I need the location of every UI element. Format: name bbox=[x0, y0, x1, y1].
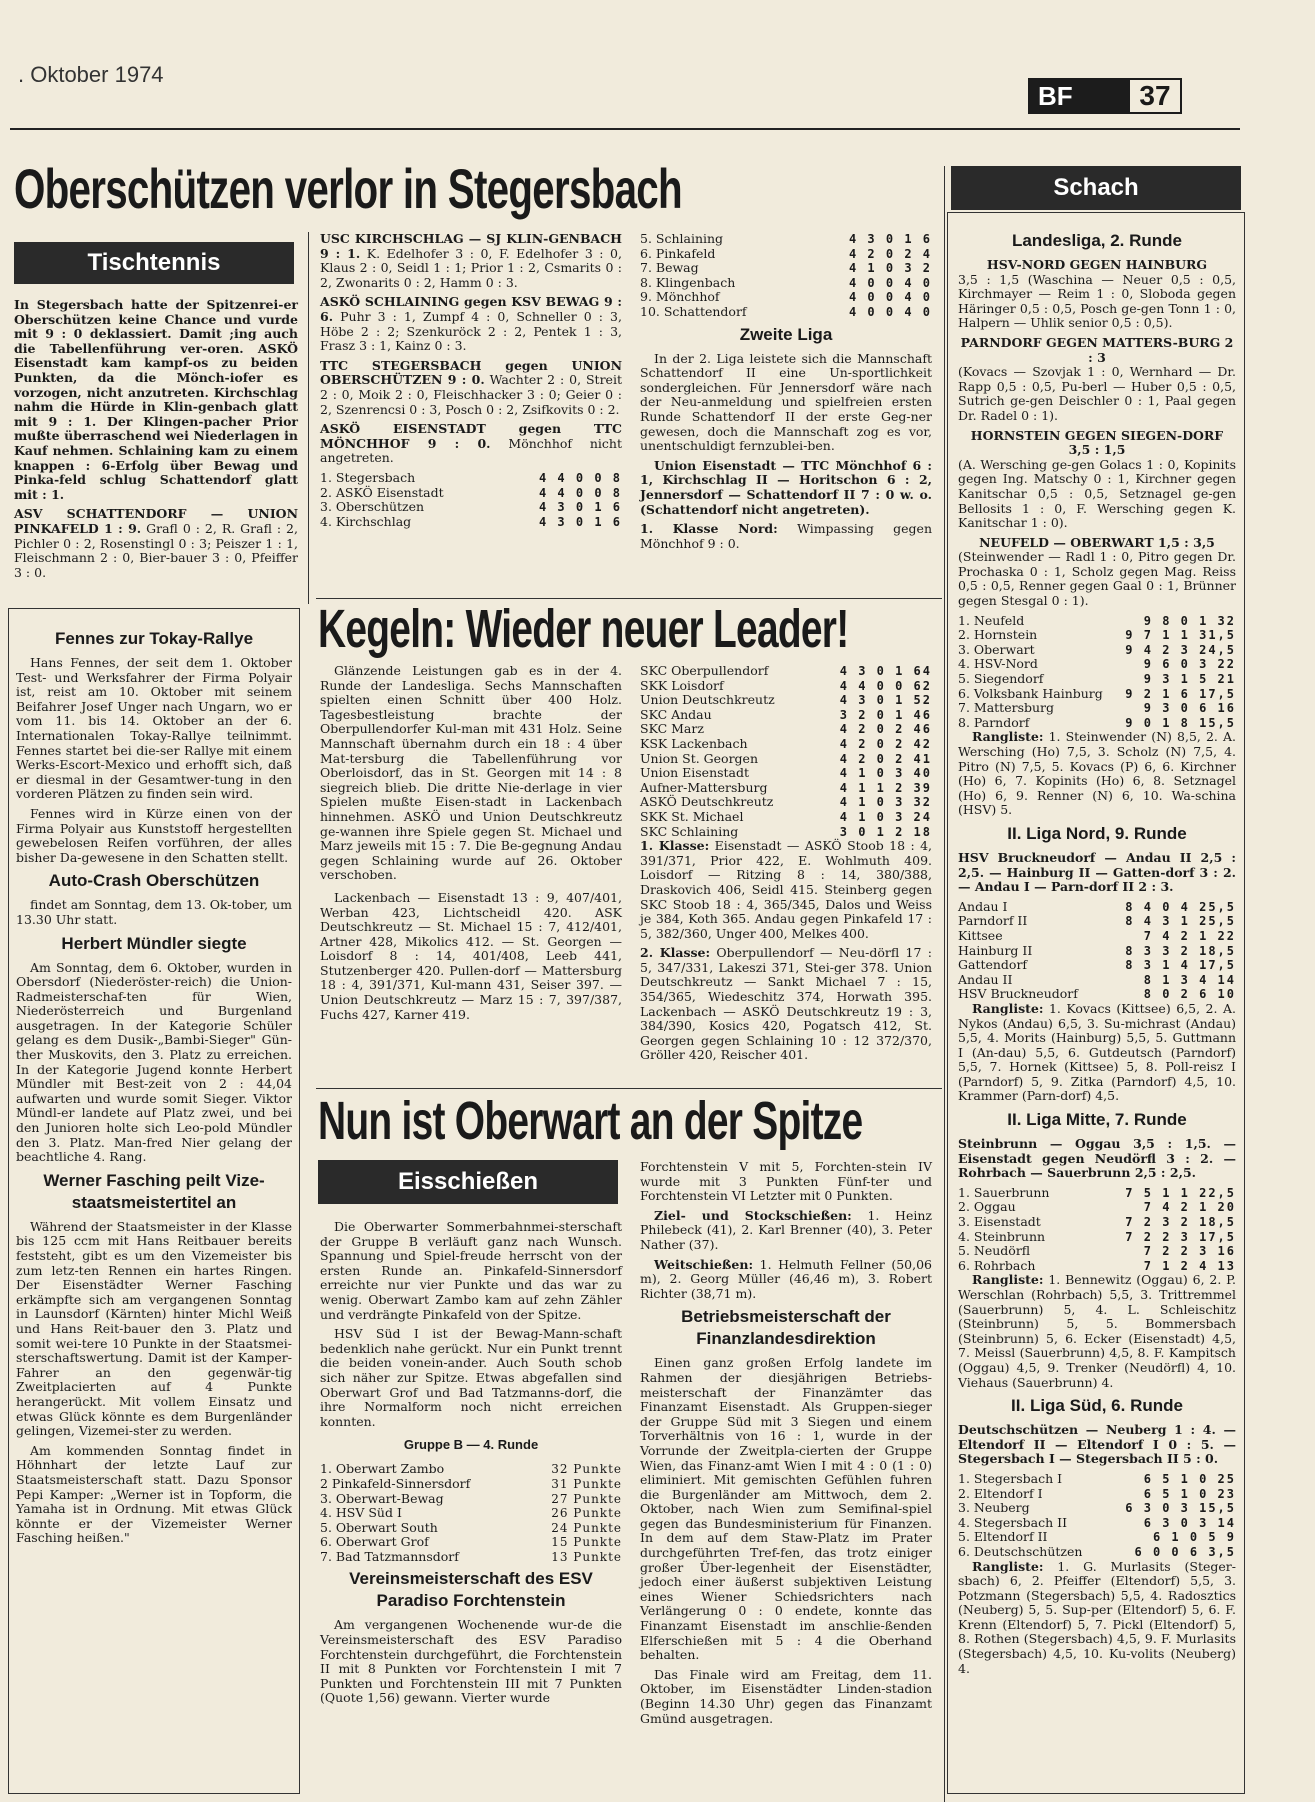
table-cell-value: 4 1 0 3 2 bbox=[848, 261, 932, 276]
schach-section-label: Schach bbox=[951, 166, 1241, 210]
table-cell-value: 9 6 0 3 22 bbox=[1143, 657, 1236, 672]
table-cell-value: 3 0 1 2 18 bbox=[839, 824, 932, 839]
table-cell-value: 6 5 1 0 25 bbox=[1143, 1471, 1236, 1486]
gruppe-b-standings bbox=[320, 1462, 622, 1564]
table-cell-team: 3. Neuberg bbox=[958, 1500, 1030, 1516]
schach-match-3-text: (A. Wersching ge-gen Golacs 1 : 0, Kopinits gegen Ing. Matschy 0 : 1, Kirchner gegen Kanitschar 0,5 : 0,5, Setznagel ge-gen Bellosits 1 : 0, F. Wersching gegen K. Kanitschar 1 : 0). bbox=[958, 456, 1236, 531]
main-headline: Oberschützen verlor in Stegersbach bbox=[14, 157, 682, 220]
kegeln-klasse2-head: 2. Klasse: bbox=[640, 945, 711, 961]
match-5-head: ASKÖ EISENSTADT gegen TTC MÖNCHHOF 9 : 0. bbox=[320, 421, 622, 451]
table-cell-team: 5. Oberwart South bbox=[320, 1519, 438, 1535]
table-cell-value: 4 0 0 4 0 bbox=[848, 290, 932, 305]
column-divider bbox=[944, 166, 945, 1802]
table-cell-value: 4 0 0 4 0 bbox=[848, 275, 932, 290]
table-row bbox=[958, 1230, 1236, 1245]
match-5-body: Mönchhof nicht angetreten. bbox=[320, 435, 622, 466]
fennes-title: Fennes zur Tokay-Rallye bbox=[54, 629, 254, 648]
betrieb-p2: Das Finale wird am Freitag, dem 11. Oktober, im Eisenstädter Linden-stadion (Beginn 14.30 Uhr) gegen das Finanzamt Gmünd ausgetragen. bbox=[640, 1666, 932, 1726]
table-row bbox=[640, 752, 932, 767]
table-cell-value: 6 1 0 5 9 bbox=[1152, 1530, 1236, 1545]
table-cell-team: SKK Loisdorf bbox=[640, 677, 724, 693]
table-row bbox=[958, 1501, 1236, 1516]
table-cell-team: 1. Stegersbach bbox=[320, 469, 416, 485]
klasse-nord-text: Wimpassing gegen Mönchhof 9 : 0. bbox=[640, 521, 933, 551]
table-cell-value: 4 4 0 0 8 bbox=[538, 470, 622, 485]
table-cell-team: 1. Sauerbrunn bbox=[958, 1184, 1050, 1200]
issue-date: . Oktober 1974 bbox=[18, 62, 164, 87]
table-cell-value: 6 3 0 3 15,5 bbox=[1125, 1501, 1236, 1516]
eis-continuation: Forchtenstein V mit 5, Forchten-stein IV wurde mit 3 Punkten Fünf-ter und Forchtenstein VI Letzter mit 0 Punkten. bbox=[640, 1159, 932, 1204]
table-row bbox=[958, 1200, 1236, 1215]
table-cell-value: 6 5 1 0 23 bbox=[1143, 1486, 1236, 1501]
liga-sued-results: Deutschschützen — Neuberg 1 : 4. — Eltendorf II — Eltendorf I 0 : 5. — Stegersbach I — Stegersbach II 5 : 0. bbox=[958, 1422, 1236, 1467]
liga-mitte-standings bbox=[958, 1186, 1236, 1274]
table-row bbox=[958, 628, 1236, 643]
table-cell-team: 3. Oberwart-Bewag bbox=[320, 1490, 444, 1506]
table-cell-team: SKC Andau bbox=[640, 706, 712, 722]
table-cell-value: 4 2 0 2 46 bbox=[839, 722, 932, 737]
page-number: 37 bbox=[1128, 78, 1182, 114]
table-cell-value: 7 5 1 1 22,5 bbox=[1125, 1185, 1236, 1200]
table-cell-team: 5. Schlaining bbox=[640, 231, 724, 246]
table-row bbox=[640, 664, 932, 679]
table-cell-team: Hainburg II bbox=[958, 942, 1033, 958]
table-cell-value: 4 1 0 3 40 bbox=[839, 766, 932, 781]
table-cell-team: 8. Parndorf bbox=[958, 714, 1030, 730]
table-cell-team: 10. Schattendorf bbox=[640, 303, 747, 319]
table-cell-value: 8 1 3 4 14 bbox=[1143, 972, 1236, 987]
table-row bbox=[320, 486, 622, 501]
eis-col1 bbox=[320, 1220, 622, 1711]
table-cell-value: 4 3 0 1 6 bbox=[538, 500, 622, 515]
table-cell-team: Andau I bbox=[958, 898, 1008, 914]
kegeln-klasse1-text: Eisenstadt — ASKÖ Stoob 18 : 4, 391/371, Prior 422, E. Wohlmuth 409. Loisdorf — Ritzing 8 : 14, 380/388, Draskovich 406, Seidl 415. Steinberg gegen SKC Stoob 18 : 4, 365/345, Dalos und Weiss je 384, Koth 365. Andau gegen Pinkafeld 17 : 5, 382/360, Unger 400, Melkes 400. bbox=[640, 838, 933, 941]
schach-match-4-text: (Steinwender — Radl 1 : 0, Pitro gegen Dr. Prochaska 0 : 1, Scholz gegen Mag. Reiss 0,5 : 0,5, Renner gegen Gaal 0 : 1, Brünner gegen Stesgal 0 : 1). bbox=[958, 549, 1236, 609]
table-cell-value: 4 2 0 2 41 bbox=[839, 751, 932, 766]
tischtennis-intro: In Stegersbach hatte der Spitzenrei-er Oberschützen keine Chance und vurde mit 9 : 0 deklassiert. Damit ;ing auch die Tabellenführung ver-oren. ASKÖ Eisenstadt kam kampf-os zu beiden Punkten, da die Mönch-iofer es vorzogen, nicht anzutreten. Kirchschlag nahm die Hürde in Klin-genbach glatt mit 9 : 1. Der Klingen-pacher Prior mußte überraschend wei Niederlagen in Kauf nehmen. Schlaining kam zu einem knappen : 6-Erfolg über Bewag und Pinka-feld schlug Schattendorf glatt mit : 1. bbox=[14, 297, 298, 502]
betrieb-p1: Einen ganz großen Erfolg landete im Rahmen der diesjährigen Betriebs-meisterschaft der Finanzämter das Finanzamt Eisenstadt. Als Gruppen-sieger der Gruppe Süd mit 3 Siegen und einem Torverhältnis von 16 : 1, wurde in der Vorrunde der Zweitpla-cierten der Gruppe Wien, das Finanz-amt Wien I mit 4 : 0 (1 : 0) eliminiert. Mit gemischten Gefühlen fuhren die Burgenländer am Mittwoch, dem 2. Oktober, nach Wien zum Semifinal-spiel gegen das Bundesministerium für Finanzen. In dem auf dem Staw-Platz im Prater durchgeführten Tref-fen, das trotz einiger großer Über-legenheit der Eisenstädter, jedoch einer äußerst subjektiven Leistung eines Wiener Schiedsrichters nach Verlängerung 0 : 0 endete, konnte das Finanzamt Eisenstadt im anschlie-ßenden Elferschießen mit 5 : 4 die Oberhand behalten. bbox=[640, 1355, 932, 1663]
table-row bbox=[640, 290, 932, 305]
schach-title: Landesliga, 2. Runde bbox=[1011, 231, 1183, 250]
fennes-p1: Hans Fennes, der seit dem 1. Oktober Test- und Werksfahrer der Firma Polyair ist, reist am 10. Oktober mit seinem Beifahrer Josef Unger nach Ungarn, wo er vom 11. bis 14. Oktober an der 6. Internationalen Tokay-Rallye teilnimmt. Fennes startet bei die-ser Rallye mit einem Werks-Escort-Mexico und erhofft sich, daß er diesmal in der Gesamtwer-tung in den vorderen Plätzen zu finden sein wird. bbox=[16, 655, 292, 802]
klasse-nord-head: 1. Klasse Nord: bbox=[640, 521, 778, 537]
table-row bbox=[958, 1186, 1236, 1201]
muendler-title: Herbert Mündler siegte bbox=[61, 933, 247, 953]
fasching-p1: Während der Staatsmeister in der Klasse bis 125 ccm mit Hans Reitbauer bereits feststeht, gibt es um den Vizemeister bis zum letz-ten Rennen ein hartes Ringen. Der Eisenstädter Werner Fasching erkämpfte sich am vergangenen Sonntag in Launsdorf (Kärnten) hinter Michl Weiß und Hans Reit-bauer den 3. Platz und somit wei-tere 10 Punkte in der Staatsmei-sterschaftswertung. Damit ist der Kamper-Fahrer an den gegenwär-tig Zweitplacierten auf 4 Punkte herangerückt. Mit vollem Einsatz und etwas Glück könnte es dem Burgenländer gelingen, Vizemei-ster zu werden. bbox=[16, 1218, 292, 1439]
table-row bbox=[958, 1472, 1236, 1487]
table-cell-team: 5. Siegendorf bbox=[958, 671, 1044, 687]
schach-match-2-head: PARNDORF GEGEN MATTERS-BURG 2 : 3 bbox=[960, 334, 1234, 365]
table-row bbox=[320, 1535, 622, 1550]
table-cell-value: 8 0 2 6 10 bbox=[1143, 987, 1236, 1002]
table-cell-team: KSK Lackenbach bbox=[640, 735, 748, 751]
table-cell-team: 4. HSV-Nord bbox=[958, 656, 1038, 672]
table-row bbox=[320, 1506, 622, 1521]
kegeln-klasse1-head: 1. Klasse: bbox=[640, 838, 710, 854]
table-row bbox=[958, 973, 1236, 988]
table-cell-team: 3. Oberschützen bbox=[320, 499, 425, 515]
kegeln-standings bbox=[640, 664, 932, 839]
rangliste-2-text: 1. Kovacs (Kittsee) 6,5, 2. A. Nykos (Andau) 6,5, 3. Su-michrast (Andau) 5,5, 4. Morits (Hainburg) 5,5, 5. Guttmann I (An-dau) 5,5, 6. Gutdeutsch (Parndorf) 5,5, 7. Hornek (Kittsee) 5, 8. Poll-reisz I (Parndorf) 5, 9. Zitka (Parndorf) 4,5, 10. Krammer (Parn-dorf) 4,5. bbox=[958, 1000, 1236, 1104]
table-row bbox=[640, 825, 932, 840]
table-row bbox=[320, 1492, 622, 1507]
tischtennis-col1 bbox=[14, 298, 298, 585]
table-cell-team: HSV Bruckneudorf bbox=[958, 986, 1078, 1002]
kegeln-klasse2-text: Oberpullendorf — Neu-dörfl 17 : 5, 347/331, Lakeszi 371, Stei-ger 378. Union Deutschkreutz — Sankt Michael 7 : 15, 354/365, Wiedeschitz 374, Horwath 395. Lackenbach — ASKÖ Deutschkreutz 19 : 3, 384/390, Kosics 420, Pogatsch 412, St. Georgen gegen Schlaining 10 : 12 372/370, Gröller 420, Reischer 401. bbox=[640, 945, 932, 1063]
table-row bbox=[958, 1516, 1236, 1531]
table-cell-value: 8 3 3 2 18,5 bbox=[1125, 943, 1236, 958]
table-cell-team: 5. Eltendorf II bbox=[958, 1529, 1048, 1545]
eis-p2: HSV Süd I ist der Bewag-Mann-schaft bedenklich nahe gerückt. Nur ein Punkt trennt die beiden vonein-ander. Auch South schob sich näher zur Spitze. Etwas abgefallen sind Oberwart Grof und Bad Tatzmanns-dorf, die ihre Normalform noch nicht erreichen konnten. bbox=[320, 1326, 622, 1429]
table-row bbox=[958, 672, 1236, 687]
page-badge bbox=[1028, 78, 1182, 114]
table-cell-value: 7 2 3 2 18,5 bbox=[1125, 1215, 1236, 1230]
liga-nord-results: HSV Bruckneudorf — Andau II 2,5 : 2,5. — Hainburg II — Gatten-dorf 3 : 2. — Andau I — Parn-dorf II 2 : 3. bbox=[958, 849, 1236, 895]
table-row bbox=[958, 914, 1236, 929]
table-row bbox=[640, 722, 932, 737]
rangliste-3-head: Rangliste: bbox=[972, 1272, 1044, 1288]
eis-headline: Nun ist Oberwart an der Spitze bbox=[318, 1091, 863, 1151]
table-cell-team: 2. Oggau bbox=[958, 1199, 1016, 1215]
table-row bbox=[640, 766, 932, 781]
schach-match-2-text: (Kovacs — Szovjak 1 : 0, Wernhard — Dr. Rapp 0,5 : 0,5, Pu-berl — Huber 0,5 : 0,5, Sutrich ge-gen Deischler 0 : 1, Paal gegen Dr. Radel 0 : 1). bbox=[958, 364, 1236, 423]
rangliste-1-head: Rangliste: bbox=[972, 729, 1044, 745]
table-row bbox=[640, 708, 932, 723]
fasching-p2: Am kommenden Sonntag findet in Höhnhart der letzte Lauf zur Staatsmeisterschaft statt. Dazu Sponsor Pepi Kamper: „Werner ist in Topform, die Yamaha ist in Ordnung. Mit etwas Glück könnte er der Vizemeister Werner Fasching heißen." bbox=[16, 1442, 292, 1546]
table-cell-team: 6. Rohrbach bbox=[958, 1257, 1036, 1273]
table-cell-team: Parndorf II bbox=[958, 913, 1028, 929]
table-row bbox=[958, 1244, 1236, 1259]
table-cell-value: 31 Punkte bbox=[551, 1476, 622, 1491]
table-row bbox=[958, 1530, 1236, 1545]
table-row bbox=[320, 1521, 622, 1536]
table-cell-value: 15 Punkte bbox=[551, 1535, 622, 1550]
table-cell-team: 7. Bewag bbox=[640, 260, 699, 276]
table-cell-team: 3. Eisenstadt bbox=[958, 1214, 1041, 1230]
table-cell-team: 4. Steinbrunn bbox=[958, 1228, 1046, 1244]
table-row bbox=[640, 810, 932, 825]
table-row bbox=[320, 1462, 622, 1477]
tischtennis-col3 bbox=[640, 232, 932, 556]
table-cell-team: Gattendorf bbox=[958, 957, 1028, 973]
table-cell-team: Kittsee bbox=[958, 927, 1003, 943]
table-row bbox=[958, 643, 1236, 658]
table-row bbox=[958, 657, 1236, 672]
eis-col2 bbox=[640, 1160, 932, 1731]
table-cell-team: 8. Klingenbach bbox=[640, 274, 736, 290]
table-row bbox=[958, 987, 1236, 1002]
table-cell-team: SKK St. Michael bbox=[640, 808, 744, 824]
table-cell-team: 5. Neudörfl bbox=[958, 1243, 1031, 1259]
ziel-text: 1. Heinz Philebeck (41), 2. Karl Brenner (40), 3. Peter Nather (37). bbox=[640, 1207, 932, 1252]
table-cell-team: Aufner-Mattersburg bbox=[640, 779, 768, 795]
table-cell-value: 27 Punkte bbox=[551, 1491, 622, 1506]
tischtennis-standings-a bbox=[320, 471, 622, 529]
table-cell-team: 1. Oberwart Zambo bbox=[320, 1461, 445, 1477]
table-cell-value: 4 0 0 4 0 bbox=[848, 304, 932, 319]
schach-match-4-head: NEUFELD — OBERWART 1,5 : 3,5 bbox=[979, 534, 1215, 550]
table-cell-value: 9 4 2 3 24,5 bbox=[1125, 642, 1236, 657]
table-cell-team: ASKÖ Deutschkreutz bbox=[640, 794, 774, 810]
table-cell-value: 8 4 3 1 25,5 bbox=[1125, 914, 1236, 929]
table-cell-value: 9 8 0 1 32 bbox=[1143, 613, 1236, 628]
table-cell-team: 6. Deutschschützen bbox=[958, 1543, 1083, 1559]
table-cell-value: 9 2 1 6 17,5 bbox=[1125, 686, 1236, 701]
table-row bbox=[640, 679, 932, 694]
table-cell-value: 9 3 0 6 16 bbox=[1143, 701, 1236, 716]
match-4-head: TTC STEGERSBACH gegen UNION OBERSCHÜTZEN 9 : 0. bbox=[320, 357, 622, 388]
table-cell-value: 26 Punkte bbox=[551, 1506, 622, 1521]
match-3-body: Puhr 3 : 1, Zumpf 4 : 0, Schneller 0 : 3, Höbe 2 : 2; Szenkuröck 2 : 2, Pentek 1 : 3, Frasz 3 : 1, Kainz 0 : 3. bbox=[320, 308, 622, 354]
table-cell-team: Union Eisenstadt bbox=[640, 765, 750, 781]
match-3-head: ASKÖ SCHLAINING gegen KSV BEWAG 9 : 6. bbox=[320, 294, 622, 324]
table-cell-team: 4. Stegersbach II bbox=[958, 1514, 1068, 1530]
table-row bbox=[958, 701, 1236, 716]
header-rule bbox=[10, 128, 1240, 130]
table-cell-team: 3. Oberwart bbox=[958, 641, 1035, 657]
table-cell-value: 8 4 0 4 25,5 bbox=[1125, 899, 1236, 914]
rangliste-3-text: 1. Bennewitz (Oggau) 6, 2. P. Werschlan (Rohrbach) 5,5, 3. Trittremmel (Sauerbrunn) 5, 4. L. Schleischitz (Steinbrunn) 5, 5. Bommersbach (Steinbrunn) 5, 6. Ecker (Eisenstadt) 4,5, 7. Meissl (Sauerbrunn) 4,5, 8. F. Kampitsch (Oggau) 4,5, 9. Trenker (Neudörfl) 4, 10. Viehaus (Sauerbrunn) 4. bbox=[958, 1272, 1236, 1390]
table-cell-value: 7 2 2 3 17,5 bbox=[1125, 1229, 1236, 1244]
table-row bbox=[958, 716, 1236, 731]
fasching-title: Werner Fasching peilt Vize-staatsmeistertitel an bbox=[43, 1170, 265, 1212]
rangliste-4-text: 1. G. Murlasits (Steger-sbach) 6, 2. Pfeiffer (Eltendorf) 5,5, 3. Potzmann (Stegersbach) 5,5, 4. Radosztics (Neuberg) 5, 5. Sup-per (Eltendorf) 5, 6. F. Krenn (Eltendorf) 5, 7. Pickl (Eltendorf) 5, 8. Rothen (Stegersbach) 4,5, 9. F. Murlasits (Stegersbach) 4,5, 10. Ku-volits (Neuberg) 4. bbox=[958, 1558, 1236, 1676]
table-cell-team: 6. Pinkafeld bbox=[640, 245, 716, 261]
table-cell-value: 4 2 0 2 42 bbox=[839, 736, 932, 751]
table-cell-team: Andau II bbox=[958, 971, 1013, 987]
table-row bbox=[958, 614, 1236, 629]
table-row bbox=[640, 276, 932, 291]
table-cell-team: SKC Marz bbox=[640, 721, 704, 737]
table-row bbox=[320, 1550, 622, 1565]
schach-column bbox=[958, 226, 1236, 1681]
liga-sued-standings bbox=[958, 1472, 1236, 1560]
column-divider bbox=[308, 232, 309, 604]
zweite-liga-text: In der 2. Liga leistete sich die Mannschaft Schattendorf II eine Un-sportlichkeit sondergleichen. Für Jennersdorf wäre nach der Neu-anmeldung und spielfreien ersten Runde Schattendorf II der erste Geg-ner gewesen, doch die Mannschaft zog es vor, unentschuldigt fernzublei-ben. bbox=[640, 350, 932, 454]
table-cell-team: 6. Oberwart Grof bbox=[320, 1534, 429, 1550]
liga-mitte-title: II. Liga Mitte, 7. Runde bbox=[1007, 1110, 1187, 1130]
table-cell-value: 4 3 0 1 6 bbox=[848, 232, 932, 246]
liga-nord-standings bbox=[958, 900, 1236, 1002]
table-cell-team: 1. Stegersbach I bbox=[958, 1470, 1063, 1486]
betrieb-title: Betriebsmeisterschaft der Finanzlandesdirektion bbox=[681, 1307, 891, 1349]
table-row bbox=[958, 944, 1236, 959]
table-cell-team: SKC Oberpullendorf bbox=[640, 663, 769, 678]
ziel-head: Ziel- und Stockschießen: bbox=[654, 1207, 852, 1223]
eis-top-rule bbox=[316, 1088, 942, 1089]
table-cell-team: 2. ASKÖ Eisenstadt bbox=[320, 484, 444, 500]
tischtennis-standings-b bbox=[640, 232, 932, 320]
table-cell-value: 4 3 0 1 52 bbox=[839, 693, 932, 708]
table-cell-team: SKC Schlaining bbox=[640, 823, 739, 839]
zweite-liga-title: Zweite Liga bbox=[739, 324, 833, 344]
table-cell-value: 4 1 0 3 32 bbox=[839, 795, 932, 810]
table-cell-team: 9. Mönchhof bbox=[640, 289, 720, 305]
gruppe-b-title: Gruppe B — 4. Runde bbox=[403, 1437, 539, 1453]
kegeln-headline: Kegeln: Wieder neuer Leader! bbox=[318, 599, 849, 659]
table-cell-value: 9 3 1 5 21 bbox=[1143, 672, 1236, 687]
table-row bbox=[958, 929, 1236, 944]
table-row bbox=[958, 1215, 1236, 1230]
table-cell-team: Union Deutschkreutz bbox=[640, 692, 775, 708]
match-1-head: ASV SCHATTENDORF — UNION PINKAFELD 1 : 9. bbox=[14, 506, 298, 536]
schach-match-1-text: 3,5 : 1,5 (Waschina — Neuer 0,5 : 0,5, Kirchmayer — Reim 1 : 0, Sloboda gegen Häringer 0,5 : 0,5, Posch ge-gen Tonn 1 : 0, Halpern — Uhlik senior 0,5 : 0,5). bbox=[958, 271, 1236, 331]
table-row bbox=[640, 737, 932, 752]
autocrash-text: findet am Sonntag, dem 13. Ok-tober, um 13.30 Uhr statt. bbox=[16, 897, 292, 927]
table-row bbox=[958, 900, 1236, 915]
match-4-body: Wachter 2 : 0, Streit 2 : 0, Moik 2 : 0, Fleischhacker 3 : 0; Geier 0 : 2, Szenrencsi 0 : 3, Posch 0 : 2, Zsifkovits 0 : 2. bbox=[320, 372, 622, 417]
table-cell-team: 2. Eltendorf I bbox=[958, 1485, 1043, 1501]
table-cell-team: 7. Mattersburg bbox=[958, 700, 1055, 716]
eisschiessen-section-label: Eisschießen bbox=[318, 1160, 618, 1204]
weit-text: 1. Helmuth Fellner (50,06 m), 2. Georg Müller (46,46 m), 3. Robert Richter (38,71 m). bbox=[640, 1256, 932, 1301]
table-row bbox=[640, 305, 932, 320]
liga-nord-title: II. Liga Nord, 9. Runde bbox=[1007, 823, 1187, 843]
schach-match-1-head: HSV-NORD GEGEN HAINBURG bbox=[986, 257, 1208, 272]
table-cell-team: 1. Neufeld bbox=[958, 612, 1025, 628]
kegeln-p2: Lackenbach — Eisenstadt 13 : 9, 407/401, Werban 423, Lichtscheidl 420. ASK Deutschkreutz — St. Michael 15 : 7, 412/401, Artner 428, Mikolics 412. — St. Georgen — Loisdorf 8 : 14, 401/408, Leeb 441, Stutzenberger 420. Pullen-dorf — Mattersburg 18 : 4, 391/371, Kul-mann 431, Seiser 397. — Union Deutschkreutz — Marz 15 : 7, 397/387, Fuchs 427, Karner 419. bbox=[320, 889, 622, 1022]
match-1-body: Grafl 0 : 2, R. Grafl : 2, Pichler 0 : 2, Rosenstingl 0 : 3; Peiszer 1 : 1, Fleischmann 2 : 0, Bier-bauer 3 : 0, Pfeiffer 3 : 0. bbox=[14, 520, 298, 580]
table-row bbox=[640, 795, 932, 810]
fennes-p2: Fennes wird in Kürze einen von der Firma Polyair aus Kunststoff hergestellten gewebelosen Reifen vorführen, der alles bisher Da-gewesene in den Schatten stellt. bbox=[16, 805, 292, 865]
table-cell-value: 3 2 0 1 46 bbox=[839, 707, 932, 722]
liga-sued-title: II. Liga Süd, 6. Runde bbox=[1011, 1396, 1183, 1416]
table-cell-value: 4 4 0 0 62 bbox=[839, 678, 932, 693]
table-cell-value: 9 0 1 8 15,5 bbox=[1125, 715, 1236, 730]
kegeln-col2 bbox=[640, 664, 932, 1068]
match-2-head: USC KIRCHSCHLAG — SJ KLIN-GENBACH 9 : 1. bbox=[320, 231, 622, 261]
table-row bbox=[958, 958, 1236, 973]
left-news-column bbox=[16, 624, 292, 1551]
eis-p1: Die Oberwarter Sommerbahnmei-sterschaft der Gruppe B verläuft ganz nach Wunsch. Spannung und Spiel-freude herrscht von der ersten Runde an. Pinkafeld-Sinnersdorf erreichte nur vier Punkte und das war zu wenig. Oberwart Zambo kam auf zehn Zähler und verdrängte Pinkafeld von der Spitze. bbox=[320, 1219, 622, 1322]
table-row bbox=[640, 247, 932, 262]
tischtennis-col2 bbox=[320, 232, 622, 529]
rangliste-1-text: 1. Steinwender (N) 8,5, 2. A. Wersching (Ho) 7,5, 3. Scholz (N) 7,5, 4. Pitro (N) 7,5, 5. Kovacs (P) 6, 6. Kirchner (Ho) 6, 7. Kopinits (Ho) 6, 8. Setznagel (Ho) 6, 9. Renner (N) 6, 10. Wa-schina (HSV) 5. bbox=[958, 729, 1236, 818]
table-cell-value: 7 4 2 1 22 bbox=[1143, 928, 1236, 943]
table-row bbox=[958, 687, 1236, 702]
table-cell-value: 4 1 1 2 39 bbox=[839, 780, 932, 795]
table-cell-value: 24 Punkte bbox=[551, 1520, 622, 1535]
table-cell-value: 7 4 2 1 20 bbox=[1143, 1200, 1236, 1215]
table-cell-value: 4 3 0 1 64 bbox=[839, 664, 932, 678]
table-cell-team: 6. Volksbank Hainburg bbox=[958, 685, 1103, 701]
table-cell-value: 8 3 1 4 17,5 bbox=[1125, 958, 1236, 973]
weit-head: Weitschießen: bbox=[654, 1256, 754, 1272]
table-cell-value: 4 4 0 0 8 bbox=[538, 485, 622, 500]
tischtennis-section-label: Tischtennis bbox=[14, 242, 294, 284]
table-row bbox=[320, 471, 622, 486]
table-row bbox=[320, 1477, 622, 1492]
table-cell-value: 4 1 0 3 24 bbox=[839, 809, 932, 824]
table-row bbox=[958, 1487, 1236, 1502]
landesliga-standings bbox=[958, 614, 1236, 731]
table-cell-value: 7 2 2 3 16 bbox=[1143, 1244, 1236, 1259]
table-cell-value: 4 2 0 2 4 bbox=[848, 246, 932, 261]
section-badge: BF bbox=[1028, 78, 1128, 114]
table-row bbox=[958, 1259, 1236, 1274]
table-cell-team: 7. Bad Tatzmannsdorf bbox=[320, 1548, 459, 1564]
table-cell-team: 4. HSV Süd I bbox=[320, 1505, 402, 1521]
table-cell-value: 6 3 0 3 14 bbox=[1143, 1515, 1236, 1530]
table-cell-team: 4. Kirchschlag bbox=[320, 513, 412, 529]
table-cell-team: Union St. Georgen bbox=[640, 750, 758, 766]
table-row bbox=[640, 232, 932, 247]
esv-title: Vereinsmeisterschaft des ESV Paradiso Forchtenstein bbox=[349, 1569, 593, 1611]
table-cell-value: 7 1 2 4 13 bbox=[1143, 1258, 1236, 1273]
table-row bbox=[958, 1545, 1236, 1560]
table-cell-value: 9 7 1 1 31,5 bbox=[1125, 628, 1236, 643]
liga-mitte-results: Steinbrunn — Oggau 3,5 : 1,5. — Eisenstadt gegen Neudörfl 3 : 2. — Rohrbach — Sauerbrunn 2,5 : 2,5. bbox=[958, 1136, 1236, 1181]
match-2-body: K. Edelhofer 3 : 0, F. Edelhofer 3 : 0, Klaus 2 : 0, Seidl 1 : 1; Prior 1 : 2, Csmarits 0 : 2, Zwonarits 0 : 2, Hamm 0 : 3. bbox=[320, 245, 622, 290]
table-row bbox=[320, 500, 622, 515]
rangliste-4-head: Rangliste: bbox=[972, 1558, 1044, 1574]
esv-text: Am vergangenen Wochenende wur-de die Vereinsmeisterschaft des ESV Paradiso Forchtenstein durchgeführt, die Forchtenstein II mit 8 Punkten vor Forchtenstein I mit 7 Punkten und Forchtenstein III mit 7 Punkten (Quote 1,56) gewann. Vierter wurde bbox=[320, 1617, 622, 1706]
table-cell-value: 32 Punkte bbox=[551, 1462, 622, 1477]
table-row bbox=[640, 693, 932, 708]
table-cell-team: 2. Hornstein bbox=[958, 627, 1038, 643]
rangliste-2-head: Rangliste: bbox=[972, 1000, 1044, 1016]
schach-match-3-head: HORNSTEIN GEGEN SIEGEN-DORF 3,5 : 1,5 bbox=[970, 427, 1224, 458]
kegeln-p1: Glänzende Leistungen gab es in der 4. Runde der Landesliga. Sechs Mannschaften spielten einen Schnitt über 400 Holz. Tagesbestleistung brachte der Oberpullendorfer Kul-man mit 431 Holz. Seine Mannschaft übernahm durch ein 18 : 4 über Mat-tersburg die Tabellenführung vor Oberloisdorf, das in St. Georgen mit 14 : 8 siegreich blieb. Die dritte Nie-derlage in vier Spielen mußte Eisen-stadt in Lackenbach hinnehmen. ASKÖ und Union Deutschkreutz ge-wannen ihre Spiele gegen St. Michael und Marz jeweils mit 15 : 7. Die Be-gegnung Andau gegen Schlaining wurde auf 26. Oktober verschoben. bbox=[320, 663, 622, 883]
table-cell-value: 6 0 0 6 3,5 bbox=[1134, 1544, 1236, 1559]
table-cell-value: 4 3 0 1 6 bbox=[538, 514, 622, 529]
table-cell-team: 2 Pinkafeld-Sinnersdorf bbox=[320, 1475, 471, 1491]
table-cell-value: 13 Punkte bbox=[551, 1549, 622, 1564]
kegeln-col1 bbox=[320, 664, 622, 1027]
zweite-liga-results: Union Eisenstadt — TTC Mönchhof 6 : 1, Kirchschlag II — Horitschon 6 : 2, Jennersdorf — Schattendorf II 7 : 0 w. o. (Schattendorf nicht angetreten). bbox=[640, 457, 932, 517]
table-row bbox=[320, 515, 622, 530]
muendler-text: Am Sonntag, dem 6. Oktober, wurden in Obersdorf (Niederöster-reich) die Union-Radmeisterschaf-ten für Wien, Niederösterreich und Burgenland ausgetragen. In der Kategorie Schüler gelang es dem Dusik-„Bambi-Sieger" Gün-ther Muskovits, den 3. Platz zu erreichen. In der Kategorie Jugend konnte Herbert Mündler mit Best-zeit von 2 : 44,04 aufwarten und wurde somit Sieger. Viktor Mündl-er landete auf Platz zwei, und bei den Junioren holte sich Leo-pold Mündler den 3. Platz. Man-fred Nier gelang der beachtliche 4. Rang. bbox=[16, 959, 292, 1165]
autocrash-title: Auto-Crash Oberschützen bbox=[48, 871, 260, 891]
table-row bbox=[640, 261, 932, 276]
